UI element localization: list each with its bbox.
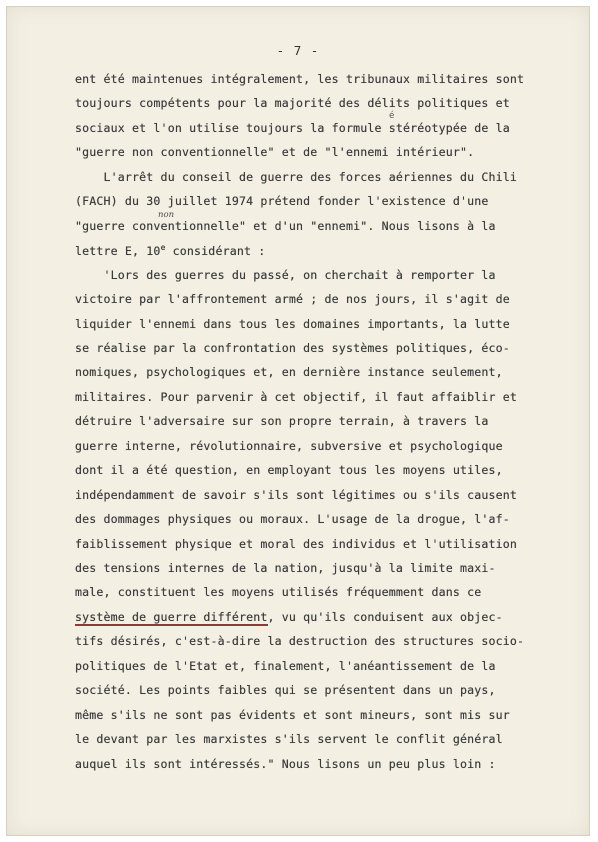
text-line: même s'ils ne sont pas évidents et sont mineurs, sont mis sur xyxy=(75,707,510,722)
text-line: tifs désirés, c'est-à-dire la destruction des structures socio- xyxy=(75,634,525,649)
text-line: indépendamment de savoir s'ils sont légitimes ou s'ils causent xyxy=(75,487,518,502)
text-line: système de guerre différent, vu qu'ils conduisent aux objec- xyxy=(75,609,503,624)
text-line: liquider l'ennemi dans tous les domaines importants, la lutte xyxy=(75,316,510,331)
text-line: nomiques, psychologiques et, en dernière instance seulement, xyxy=(75,365,503,380)
text-line: lettre E, 10e considérant : xyxy=(75,243,266,259)
text-line: L'arrêt du conseil de guerre des forces aériennes du Chili xyxy=(75,169,518,184)
handwritten-annotation-non: non xyxy=(158,210,175,220)
text-line: militaires. Pour parvenir à cet objectif, il faut affaiblir et xyxy=(75,389,518,404)
text-line: détruire l'adversaire sur son propre terrain, à travers la xyxy=(75,414,489,429)
text-line: se réalise par la confrontation des systèmes politiques, éco- xyxy=(75,340,510,355)
text-line: faiblissement physique et moral des individus et l'utilisation xyxy=(75,536,518,551)
text-line: guerre interne, révolutionnaire, subversive et psychologique xyxy=(75,438,503,453)
text-line: ent été maintenues intégralement, les tribunaux militaires sont xyxy=(75,72,525,86)
text-line: auquel ils sont intéressés." Nous lisons un peu plus loin : xyxy=(75,756,496,771)
text-line: des tensions internes de la nation, jusqu'à la limite maxi- xyxy=(75,561,496,575)
handwritten-accent-mark: é xyxy=(389,111,395,121)
text-line: "guerre conventionnelle" et d'un "ennemi". Nous lisons à la xyxy=(75,218,496,233)
text-line: le devant par les marxistes s'ils servent le conflit général xyxy=(75,732,503,747)
text-line: toujours compétents pour la majorité des délits politiques et xyxy=(75,96,510,111)
page-number: - 7 - xyxy=(276,43,320,58)
text-line: des dommages physiques ou moraux. L'usage de la drogue, l'af- xyxy=(75,512,510,527)
text-line: male, constituent les moyens utilisés fréquemment dans ce xyxy=(75,585,482,600)
text-line: sociaux et l'on utilise toujours la formule stéréotypée de la xyxy=(75,120,510,135)
document-page xyxy=(6,6,590,836)
text-line: "guerre non conventionnelle" et de "l'ennemi intérieur". xyxy=(75,145,475,160)
ordinal-superscript: e xyxy=(160,243,166,253)
text-line: 'Lors des guerres du passé, on cherchait à remporter la xyxy=(75,267,496,282)
text-line: (FACH) du 30 juillet 1974 prétend fonder l'existence d'une xyxy=(75,194,489,209)
text-line: victoire par l'affrontement armé ; de nos jours, il s'agit de xyxy=(75,292,510,307)
text-line: société. Les points faibles qui se présentent dans un pays, xyxy=(75,683,496,698)
text-line: politiques de l'Etat et, finalement, l'anéantissement de la xyxy=(75,658,496,673)
text-line: dont il a été question, en employant tous les moyens utiles, xyxy=(75,463,503,478)
underlined-phrase: système de guerre différent xyxy=(75,609,268,624)
